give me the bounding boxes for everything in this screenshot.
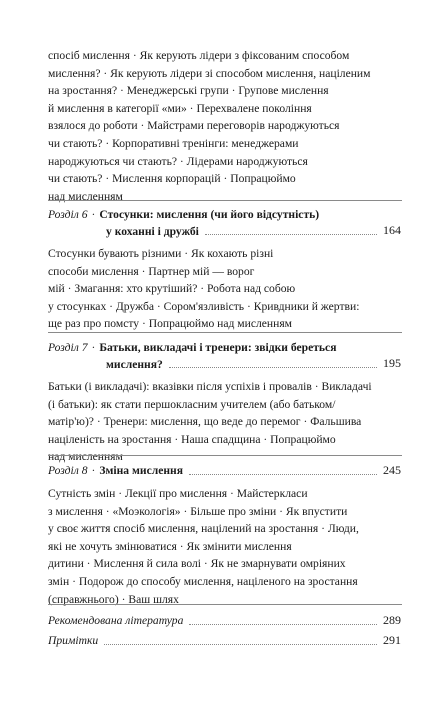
chapter-6-page: 164 — [383, 223, 401, 237]
subtopic-line: способи мислення · Партнер мій — ворог — [48, 264, 255, 278]
chapter-8-entry[interactable] — [48, 462, 401, 608]
notes-page: 291 — [383, 633, 401, 647]
intro-line: й мислення в категорії «ми» · Перехвалене покоління — [48, 101, 312, 115]
subtopic-line: (і батьки): як стати першокласним учителем (або батьком/ — [48, 397, 336, 411]
intro-line: над мисленням — [48, 189, 123, 203]
chapter-7-title-cont: мислення? — [106, 358, 163, 371]
chapter-7-entry[interactable] — [48, 339, 401, 466]
subtopic-line: у своє життя спосіб мислення, націлений на зростання · Люди, — [48, 522, 359, 536]
chapter-7-label: Розділ 7 — [48, 341, 88, 354]
subtopic-line: Батьки (і викладачі): вказівки після успіхів і провалів · Викладачі — [48, 380, 372, 393]
intro-line: спосіб мислення · Як керують лідери з фіксованим способом — [48, 49, 350, 62]
leader-dots — [169, 367, 377, 368]
section-divider — [48, 332, 402, 333]
chapter-8-page: 245 — [383, 463, 401, 477]
intro-line: чи стають? · Корпоративні тренінги: менеджерами — [48, 136, 299, 150]
chapter-8-subtopics — [48, 485, 401, 608]
subtopic-line: Сутність змін · Лекції про мислення · Майстеркласи — [48, 487, 308, 500]
chapter-7-title: Батьки, викладачі і тренери: звідки береться — [99, 341, 337, 354]
subtopic-line: матір'ю)? · Тренери: мислення, що веде до перемог · Фальшива — [48, 415, 362, 429]
notes-label: Примітки — [48, 634, 99, 647]
recommended-literature-label: Рекомендована література — [48, 614, 184, 627]
chapter-8-title: Зміна мислення — [99, 464, 184, 477]
leader-dots — [104, 644, 377, 645]
recommended-literature-entry[interactable] — [48, 612, 401, 629]
intro-text — [48, 47, 370, 205]
subtopic-line: Стосунки бувають різними · Як кохають різні — [48, 247, 274, 260]
subtopic-line: над мисленням — [48, 450, 123, 464]
subtopic-line: які не хочуть змінюватися · Як змінити мислення — [48, 539, 292, 553]
chapter-7-heading[interactable]: Розділ 7 · Батьки, викладачі і тренери: звідки береться — [48, 341, 337, 354]
subtopic-line: змін · Подорож до способу мислення, націленого на зростання — [48, 574, 358, 588]
chapter-6-subtopics — [48, 245, 401, 333]
chapter-6-entry[interactable] — [48, 206, 401, 333]
subtopic-line: націленість на зростання · Наша спадщина · Попрацюймо — [48, 432, 336, 446]
section-divider — [48, 604, 402, 605]
subtopic-line: (справжнього) · Ваш шлях — [48, 592, 179, 606]
subtopic-line: мій · Змагання: хто крутіший? · Робота над собою — [48, 282, 296, 296]
section-divider — [48, 200, 402, 201]
intro-line: чи стають? · Мислення корпорацій · Попрацюймо — [48, 172, 296, 186]
intro-line: мислення? · Як керують лідери зі способом мислення, націленим — [48, 66, 371, 80]
chapter-8-label: Розділ 8 — [48, 464, 88, 477]
chapter-7-subtopics — [48, 378, 401, 466]
chapter-7-page: 195 — [383, 356, 401, 370]
leader-dots — [189, 474, 377, 475]
chapter-6-label: Розділ 6 — [48, 208, 88, 221]
chapter-6-title: Стосунки: мислення (чи його відсутність) — [99, 208, 320, 221]
subtopic-line: ще раз про помсту · Попрацюймо над мисленням — [48, 317, 292, 331]
intro-line: на зростання? · Менеджерські групи · Групове мислення — [48, 84, 329, 98]
subtopic-line: з мислення · «Моэкологія» · Більше про зміни · Як впустити — [48, 504, 348, 518]
intro-line: народжуються чи стають? · Лідерами народжуються — [48, 154, 308, 168]
subtopic-line: дитини · Мислення й сила волі · Як не змарнувати омріяних — [48, 557, 346, 571]
intro-line: взялося до роботи · Майстрами переговорів народжуються — [48, 119, 340, 133]
chapter-6-heading[interactable]: Розділ 6 · Стосунки: мислення (чи його відсутність) — [48, 208, 320, 221]
notes-entry[interactable] — [48, 632, 401, 649]
section-divider — [48, 455, 402, 456]
chapter-8-heading[interactable]: Розділ 8 · Зміна мислення 245 — [48, 463, 401, 477]
leader-dots — [189, 624, 377, 625]
recommended-literature-page: 289 — [383, 613, 401, 627]
leader-dots — [205, 234, 377, 235]
chapter-6-title-cont: у коханні і дружбі — [106, 225, 199, 238]
subtopic-line: у стосунках · Дружба · Сором'язливість · Кривдники й жертви: — [48, 299, 360, 313]
